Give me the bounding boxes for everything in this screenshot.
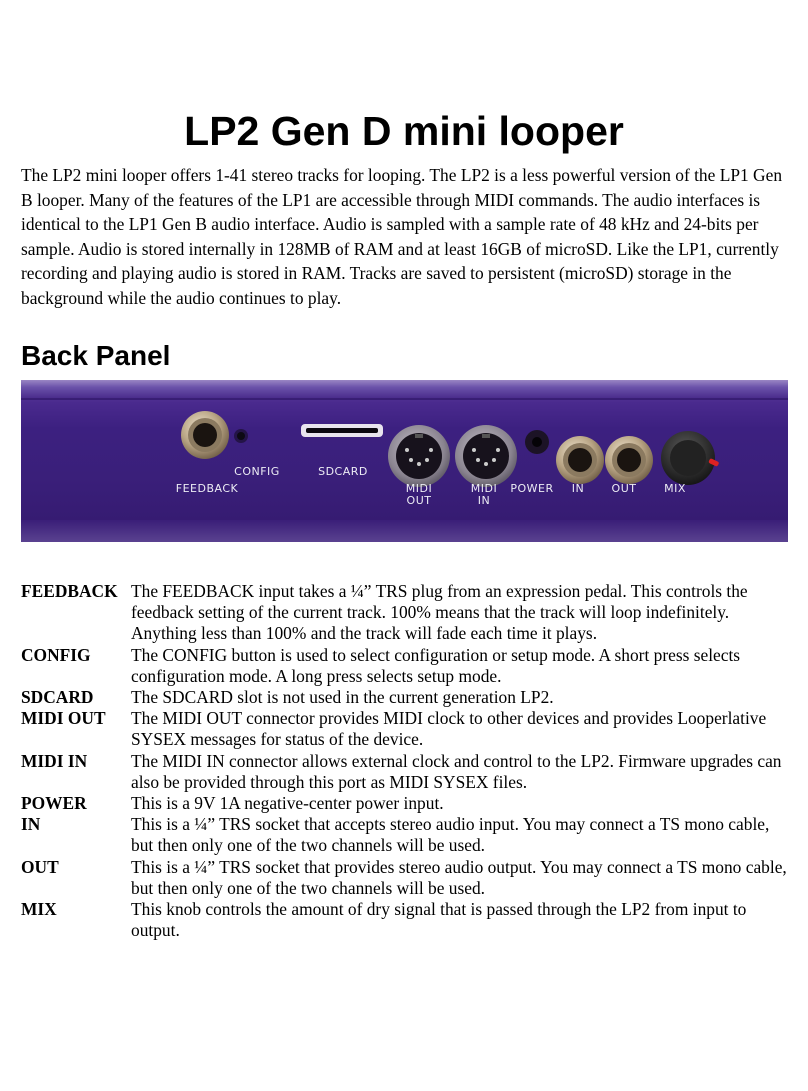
panel-label-in: IN: [571, 482, 585, 495]
definition-desc: The FEEDBACK input takes a ¼” TRS plug from an expression pedal. This controls the feedback setting of the current track. 100% means that the track will loop indefinitely. Anything less than 100% and the track will fade each time it plays.: [131, 581, 748, 644]
definition-desc: The SDCARD slot is not used in the current generation LP2.: [131, 687, 554, 708]
definition-row: [21, 751, 791, 793]
definition-term: IN: [21, 814, 41, 835]
panel-label-out: OUT: [611, 482, 637, 495]
panel-label-mix: MIX: [664, 482, 686, 495]
midi-in-connector-icon: [455, 425, 517, 487]
definition-term: MIDI OUT: [21, 708, 106, 729]
power-jack-icon: [525, 430, 549, 454]
definition-term: OUT: [21, 856, 59, 877]
panel-label-feedback: FEEDBACK: [175, 482, 239, 495]
in-jack-icon: [556, 436, 604, 484]
panel-label-midi-in-1: MIDI: [470, 482, 498, 495]
config-button-icon: [234, 429, 248, 443]
definition-row: [21, 793, 791, 814]
definition-row: [21, 581, 791, 645]
definition-term: POWER: [21, 793, 87, 814]
panel-label-sdcard: SDCARD: [318, 465, 368, 478]
page-title: LP2 Gen D mini looper: [184, 108, 624, 154]
definition-desc: The MIDI IN connector allows external clock and control to the LP2. Firmware upgrades can also be provided through this port as MIDI SYSEX files.: [131, 750, 782, 792]
definition-desc: This is a 9V 1A negative-center power input.: [131, 793, 444, 814]
definition-desc: This is a ¼” TRS socket that accepts stereo audio input. You may connect a TS mono cable, but then only one of the two channels will be used.: [131, 814, 770, 856]
definition-row: [21, 708, 791, 750]
mix-knob-icon: [661, 431, 719, 485]
definition-row: [21, 857, 791, 899]
definition-row: [21, 687, 791, 708]
back-panel-photo: [21, 380, 788, 542]
definition-term: MIDI IN: [21, 750, 88, 771]
definition-desc: This knob controls the amount of dry signal that is passed through the LP2 from input to output.: [131, 899, 747, 941]
definition-term: SDCARD: [21, 687, 94, 708]
sdcard-slot-icon: [301, 424, 383, 437]
definition-term: FEEDBACK: [21, 581, 118, 601]
feedback-jack-icon: [181, 411, 229, 459]
definition-row: [21, 645, 791, 687]
out-jack-icon: [605, 436, 653, 484]
definition-list: [21, 581, 791, 941]
definition-desc: This is a ¼” TRS socket that provides stereo audio output. You may connect a TS mono cable, but then only one of the two channels will be used.: [131, 856, 787, 898]
intro-paragraph: The LP2 mini looper offers 1-41 stereo tracks for looping. The LP2 is a less powerful version of the LP1 Gen B looper. Many of the features of the LP1 are accessible through MIDI commands. The audio interfaces is identical to the LP1 Gen B audio interface. Audio is sampled with a sample rate of 48 kHz and 24-bits per sample. Audio is stored internally in 128MB of RAM and at least 16GB of microSD. Like the LP1, currently recording and playing audio is stored in RAM. Tracks are saved to persistent (microSD) storage in the background while the audio continues to play.: [21, 165, 783, 308]
definition-term: CONFIG: [21, 644, 91, 665]
panel-label-midi-out-1: MIDI: [405, 482, 433, 495]
panel-label-power: POWER: [510, 482, 554, 495]
definition-term: MIX: [21, 899, 57, 920]
panel-connectors: [21, 380, 788, 542]
panel-label-midi-in-2: IN: [477, 494, 491, 507]
definition-row: [21, 899, 791, 941]
definition-row: [21, 814, 791, 856]
definition-desc: The MIDI OUT connector provides MIDI clock to other devices and provides Looperlative SYSEX messages for status of the device.: [131, 708, 767, 750]
back-panel-heading: Back Panel: [21, 340, 171, 371]
midi-out-connector-icon: [388, 425, 450, 487]
panel-label-midi-out-2: OUT: [406, 494, 432, 507]
definition-desc: The CONFIG button is used to select configuration or setup mode. A short press selects configuration mode. A long press selects setup mode.: [131, 644, 741, 686]
panel-label-config: CONFIG: [234, 465, 280, 478]
